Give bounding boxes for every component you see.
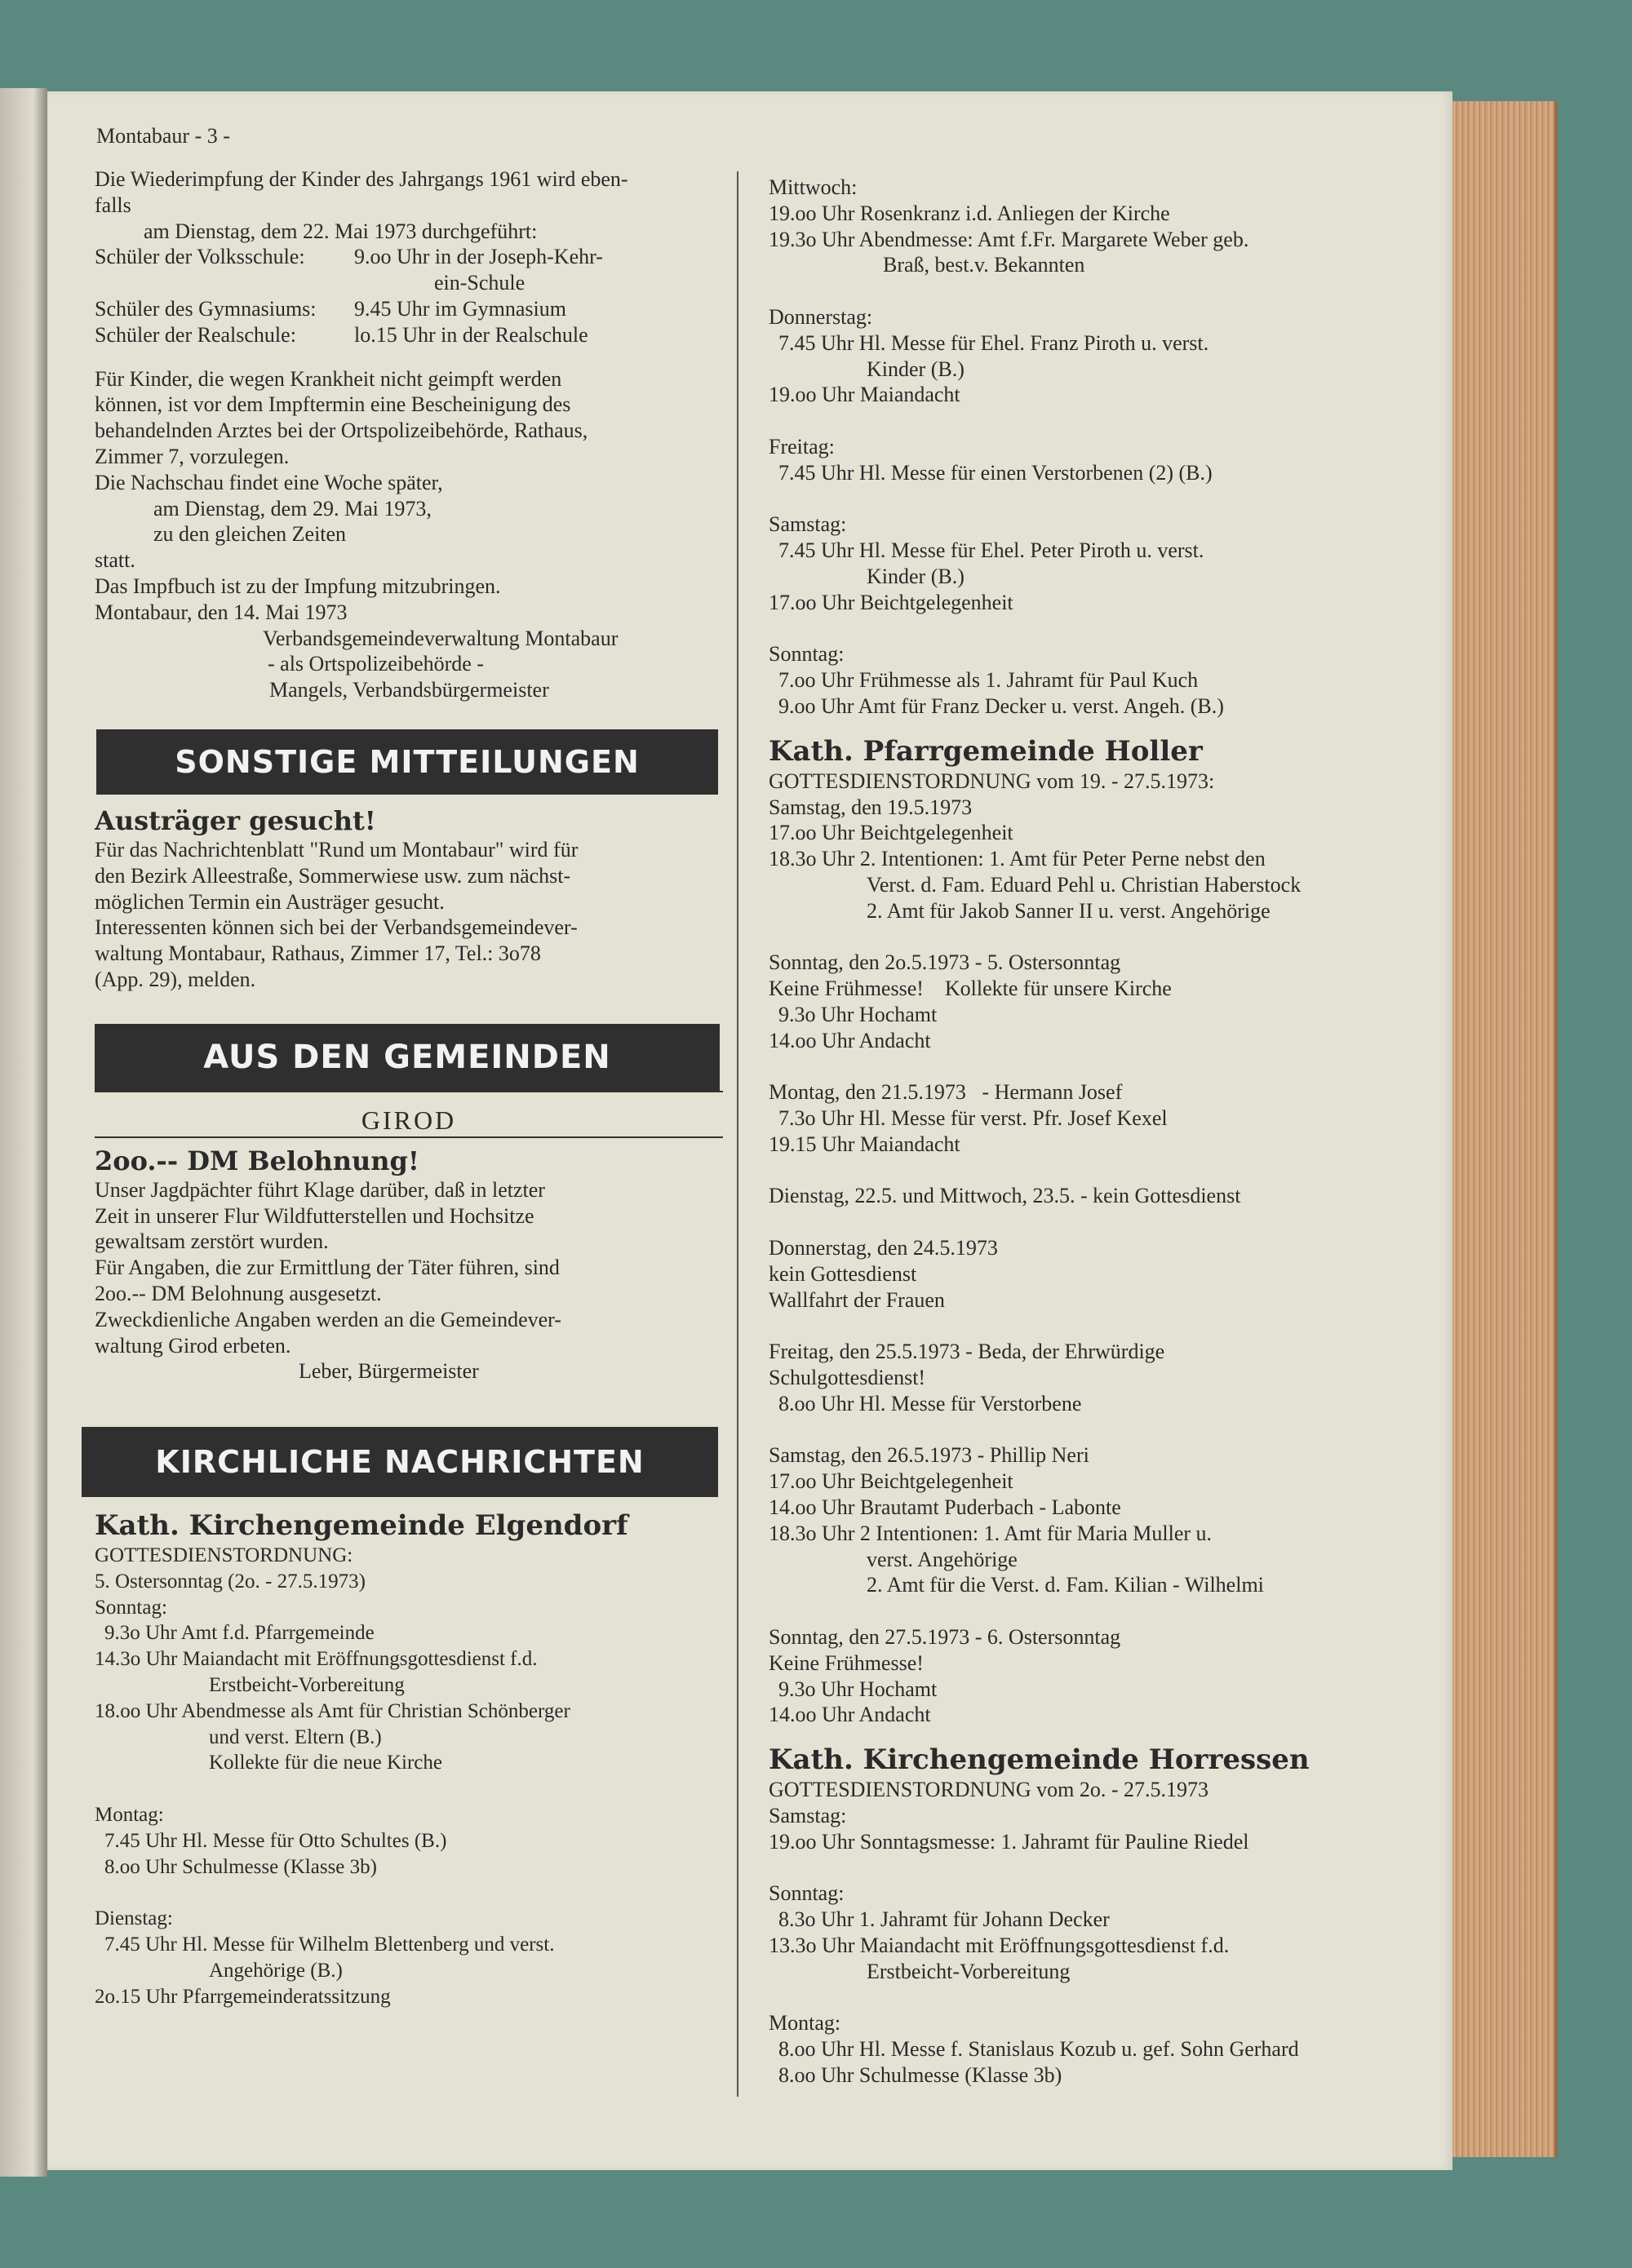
mass-schedule-line: 7.oo Uhr Frühmesse als 1. Jahramt für Paul Kuch — [778, 668, 1199, 693]
elgendorf-line: Sonntag: — [95, 1596, 167, 1619]
mass-schedule-line — [769, 408, 1405, 434]
signature-line: Verbandsgemeindeverwaltung Montabaur — [263, 626, 619, 650]
mass-schedule-line: 7.45 Uhr Hl. Messe für einen Verstorbenen (2) (B.) — [778, 460, 1213, 485]
horressen-line: Sonntag: — [769, 1881, 845, 1906]
holler-line — [769, 1054, 1405, 1080]
mass-schedule-line: Kinder (B.) — [867, 564, 965, 588]
mass-schedule-line: 7.45 Uhr Hl. Messe für Ehel. Peter Piroth u. verst. — [778, 538, 1204, 563]
elgendorf-line — [95, 1776, 723, 1802]
belohnung-text: waltung Girod erbeten. — [95, 1333, 291, 1358]
schedule-school: Schüler der Volksschule: — [95, 245, 305, 269]
impf-text: statt. — [95, 548, 135, 573]
holler-line: 2. Amt für Jakob Sanner II u. verst. Angehörige — [867, 898, 1271, 923]
holler-line: 19.15 Uhr Maiandacht — [769, 1132, 960, 1156]
right-column — [769, 175, 1405, 2089]
impf-text: Montabaur, den 14. Mai 1973 — [95, 600, 348, 624]
elgendorf-line: und verst. Eltern (B.) — [209, 1725, 382, 1748]
elgendorf-line: 14.3o Uhr Maiandacht mit Eröffnungsgottesdienst f.d. — [95, 1648, 538, 1671]
holler-line: 7.3o Uhr Hl. Messe für verst. Pfr. Josef Kexel — [778, 1106, 1168, 1131]
schedule-school: Schüler des Gymnasiums: — [95, 296, 317, 321]
holler-line: Samstag, den 19.5.1973 — [769, 795, 973, 819]
holler-line: Dienstag, 22.5. und Mittwoch, 23.5. - kein Gottesdienst — [769, 1184, 1241, 1208]
holler-line: verst. Angehörige — [867, 1547, 1018, 1571]
holler-line: 18.3o Uhr 2 Intentionen: 1. Amt für Maria Muller u. — [769, 1521, 1213, 1545]
mass-schedule-line: 19.oo Uhr Maiandacht — [769, 383, 960, 407]
holler-line: 2. Amt für die Verst. d. Fam. Kilian - Wilhelmi — [867, 1573, 1264, 1597]
elgendorf-line: 9.3o Uhr Amt f.d. Pfarrgemeinde — [104, 1622, 375, 1645]
holler-line: Samstag, den 26.5.1973 - Phillip Neri — [769, 1443, 1089, 1468]
elgendorf-line: Kollekte für die neue Kirche — [209, 1752, 442, 1774]
left-column — [95, 166, 723, 2009]
holler-line: Sonntag, den 2o.5.1973 - 5. Ostersonntag — [769, 950, 1121, 975]
signature-line: - als Ortspolizeibehörde - — [268, 652, 484, 676]
holler-line: Keine Frühmesse! — [769, 1650, 924, 1675]
schedule-time: 9.oo Uhr in der Joseph-Kehr- — [354, 245, 603, 269]
holler-line: 14.oo Uhr Andacht — [769, 1703, 931, 1727]
belohnung-signature: Leber, Bürgermeister — [299, 1359, 479, 1384]
elgendorf-line: 18.oo Uhr Abendmesse als Amt für Christian Schönberger — [95, 1699, 570, 1722]
impf-text: Für Kinder, die wegen Krankheit nicht geimpft werden — [95, 366, 562, 391]
holler-line — [769, 1209, 1405, 1235]
elgendorf-title: Kath. Kirchengemeinde Elgendorf — [95, 1509, 628, 1543]
holler-line: 17.oo Uhr Beichtgelegenheit — [769, 821, 1013, 845]
elgendorf-line: 7.45 Uhr Hl. Messe für Otto Schultes (B.) — [104, 1829, 447, 1852]
elgendorf-line: Dienstag: — [95, 1907, 173, 1930]
elgendorf-line: 8.oo Uhr Schulmesse (Klasse 3b) — [104, 1855, 377, 1878]
elgendorf-line: 5. Ostersonntag (2o. - 27.5.1973) — [95, 1570, 366, 1592]
section-banner-sonstige: SONSTIGE MITTEILUNGEN — [96, 729, 718, 795]
elgendorf-line: GOTTESDIENSTORDNUNG: — [95, 1544, 353, 1567]
holler-line: kein Gottesdienst — [769, 1261, 917, 1286]
intro-text: falls — [95, 193, 131, 217]
horressen-line: 19.oo Uhr Sonntagsmesse: 1. Jahramt für Pauline Riedel — [769, 1829, 1249, 1854]
holler-line: Keine Frühmesse! Kollekte für unsere Kirche — [769, 977, 1172, 1001]
holler-line — [769, 1598, 1405, 1624]
austraeger-text: Interessenten können sich bei der Verbandsgemeindever- — [95, 915, 578, 940]
mass-schedule-line — [769, 278, 1405, 304]
mass-schedule-line: Sonntag: — [769, 642, 845, 667]
mass-schedule-line: Samstag: — [769, 512, 847, 537]
signature-line: Mangels, Verbandsbürgermeister — [269, 678, 549, 702]
mass-schedule-line: 19.3o Uhr Abendmesse: Amt f.Fr. Margarete Weber geb. — [769, 227, 1249, 251]
impf-text: Das Impfbuch ist zu der Impfung mitzubringen. — [95, 574, 501, 598]
horressen-line — [769, 1855, 1405, 1881]
holler-title: Kath. Pfarrgemeinde Holler — [769, 734, 1203, 768]
holler-line — [769, 1158, 1405, 1184]
mass-schedule-line: Freitag: — [769, 434, 835, 458]
holler-line: 18.3o Uhr 2. Intentionen: 1. Amt für Peter Perne nebst den — [769, 847, 1266, 871]
mass-schedule-line: 7.45 Uhr Hl. Messe für Ehel. Franz Piroth u. verst. — [778, 330, 1209, 355]
horressen-line: Samstag: — [769, 1804, 847, 1828]
mass-schedule-line: Mittwoch: — [769, 175, 858, 199]
elgendorf-line — [95, 1880, 723, 1906]
holler-line: 17.oo Uhr Beichtgelegenheit — [769, 1469, 1013, 1494]
mass-schedule-line: Donnerstag: — [769, 304, 873, 329]
horressen-line: 8.oo Uhr Schulmesse (Klasse 3b) — [778, 2062, 1062, 2087]
vaccination-schedule-row — [95, 322, 723, 348]
holler-line: Donnerstag, den 24.5.1973 — [769, 1236, 998, 1260]
girod-heading: GIROD — [361, 1105, 457, 1135]
holler-line: Freitag, den 25.5.1973 - Beda, der Ehrwürdige — [769, 1340, 1165, 1364]
running-head: Montabaur - 3 - — [96, 124, 230, 148]
schedule-school: Schüler der Realschule: — [95, 322, 296, 347]
elgendorf-line: 7.45 Uhr Hl. Messe für Wilhelm Blettenberg und verst. — [104, 1934, 555, 1956]
intro-text: Die Wiederimpfung der Kinder des Jahrgangs 1961 wird eben- — [95, 167, 628, 191]
holler-line: 14.oo Uhr Brautamt Puderbach - Labonte — [769, 1495, 1121, 1520]
holler-line — [769, 1417, 1405, 1443]
austraeger-title: Austräger gesucht! — [95, 804, 376, 836]
belohnung-text: 2oo.-- DM Belohnung ausgesetzt. — [95, 1281, 382, 1305]
horressen-line: 8.oo Uhr Hl. Messe f. Stanislaus Kozub u. gef. Sohn Gerhard — [778, 2037, 1299, 2062]
mass-schedule-line — [769, 486, 1405, 512]
vaccination-schedule-row — [95, 270, 723, 296]
schedule-time: lo.15 Uhr in der Realschule — [354, 322, 588, 347]
vaccination-schedule-row — [95, 244, 723, 270]
schedule-time: 9.45 Uhr im Gymnasium — [354, 296, 566, 321]
section-banner-kirchliche: KIRCHLICHE NACHRICHTEN — [82, 1427, 718, 1497]
holler-line: 14.oo Uhr Andacht — [769, 1028, 931, 1052]
vaccination-schedule-row — [95, 296, 723, 322]
holler-line: Wallfahrt der Frauen — [769, 1287, 945, 1312]
holler-line: GOTTESDIENSTORDNUNG vom 19. - 27.5.1973: — [769, 769, 1215, 793]
impf-text: behandelnden Arztes bei der Ortspolizeibehörde, Rathaus, — [95, 419, 588, 443]
mass-schedule-line: 19.oo Uhr Rosenkranz i.d. Anliegen der Kirche — [769, 201, 1170, 225]
adjacent-page-edge — [0, 88, 47, 2177]
impf-date: am Dienstag, dem 29. Mai 1973, — [153, 496, 432, 520]
horressen-line: 13.3o Uhr Maiandacht mit Eröffnungsgottesdienst f.d. — [769, 1934, 1230, 1957]
holler-line: 9.3o Uhr Hochamt — [778, 1002, 938, 1026]
elgendorf-line: Montag: — [95, 1804, 164, 1827]
horressen-line: GOTTESDIENSTORDNUNG vom 2o. - 27.5.1973 — [769, 1778, 1209, 1802]
mass-schedule-line: 9.oo Uhr Amt für Franz Decker u. verst. Angeh. (B.) — [778, 693, 1224, 718]
holler-line: 8.oo Uhr Hl. Messe für Verstorbene — [778, 1391, 1082, 1415]
mass-schedule-line: 17.oo Uhr Beichtgelegenheit — [769, 590, 1013, 614]
book-page-edges — [1452, 101, 1558, 2157]
mass-schedule-line: Braß, best.v. Bekannten — [883, 253, 1085, 277]
austraeger-text: den Bezirk Alleestraße, Sommerwiese usw. zum nächst- — [95, 863, 571, 888]
holler-line: Sonntag, den 27.5.1973 - 6. Ostersonntag — [769, 1625, 1121, 1650]
holler-line — [769, 1313, 1405, 1339]
holler-line: Verst. d. Fam. Eduard Pehl u. Christian Haberstock — [867, 872, 1302, 897]
austraeger-text: Für das Nachrichtenblatt "Rund um Montabaur" wird für — [95, 837, 579, 862]
belohnung-title: 2oo.-- DM Belohnung! — [95, 1145, 419, 1176]
horressen-line: Erstbeicht-Vorbereitung — [867, 1959, 1071, 1983]
belohnung-text: gewaltsam zerstört wurden. — [95, 1229, 329, 1254]
horressen-line — [769, 1985, 1405, 2011]
horressen-line: 8.3o Uhr 1. Jahramt für Johann Decker — [778, 1907, 1110, 1932]
impf-text: Zimmer 7, vorzulegen. — [95, 444, 290, 468]
elgendorf-line: Erstbeicht-Vorbereitung — [209, 1674, 405, 1697]
belohnung-text: Zeit in unserer Flur Wildfutterstellen und Hochsitze — [95, 1203, 534, 1228]
mass-schedule-line: Kinder (B.) — [867, 357, 965, 381]
horressen-title: Kath. Kirchengemeinde Horressen — [769, 1743, 1310, 1777]
schedule-time: ein-Schule — [434, 271, 526, 295]
column-divider — [737, 171, 738, 2097]
elgendorf-line: Angehörige (B.) — [209, 1959, 343, 1982]
impf-text: Die Nachschau findet eine Woche später, — [95, 470, 443, 494]
belohnung-text: Unser Jagdpächter führt Klage darüber, daß in letzter — [95, 1177, 545, 1202]
section-banner-gemeinden: AUS DEN GEMEINDEN — [95, 1024, 720, 1091]
horressen-line: Montag: — [769, 2011, 841, 2035]
holler-line — [769, 924, 1405, 950]
austraeger-text: möglichen Termin ein Austräger gesucht. — [95, 889, 445, 914]
belohnung-text: Zweckdienliche Angaben werden an die Gemeindever- — [95, 1307, 561, 1331]
mass-schedule-line — [769, 616, 1405, 642]
impf-text: können, ist vor dem Impftermin eine Bescheinigung des — [95, 392, 571, 417]
austraeger-text: (App. 29), melden. — [95, 967, 256, 991]
holler-line: 9.3o Uhr Hochamt — [778, 1677, 938, 1701]
impf-date: zu den gleichen Zeiten — [153, 522, 347, 547]
holler-line: Schulgottesdienst! — [769, 1366, 926, 1390]
austraeger-text: waltung Montabaur, Rathaus, Zimmer 17, Tel.: 3o78 — [95, 941, 541, 966]
elgendorf-line: 2o.15 Uhr Pfarrgemeinderatssitzung — [95, 1985, 391, 2008]
belohnung-text: Für Angaben, die zur Ermittlung der Täter führen, sind — [95, 1256, 560, 1280]
holler-line: Montag, den 21.5.1973 - Hermann Josef — [769, 1080, 1123, 1105]
intro-date: am Dienstag, dem 22. Mai 1973 durchgeführt: — [144, 219, 538, 243]
